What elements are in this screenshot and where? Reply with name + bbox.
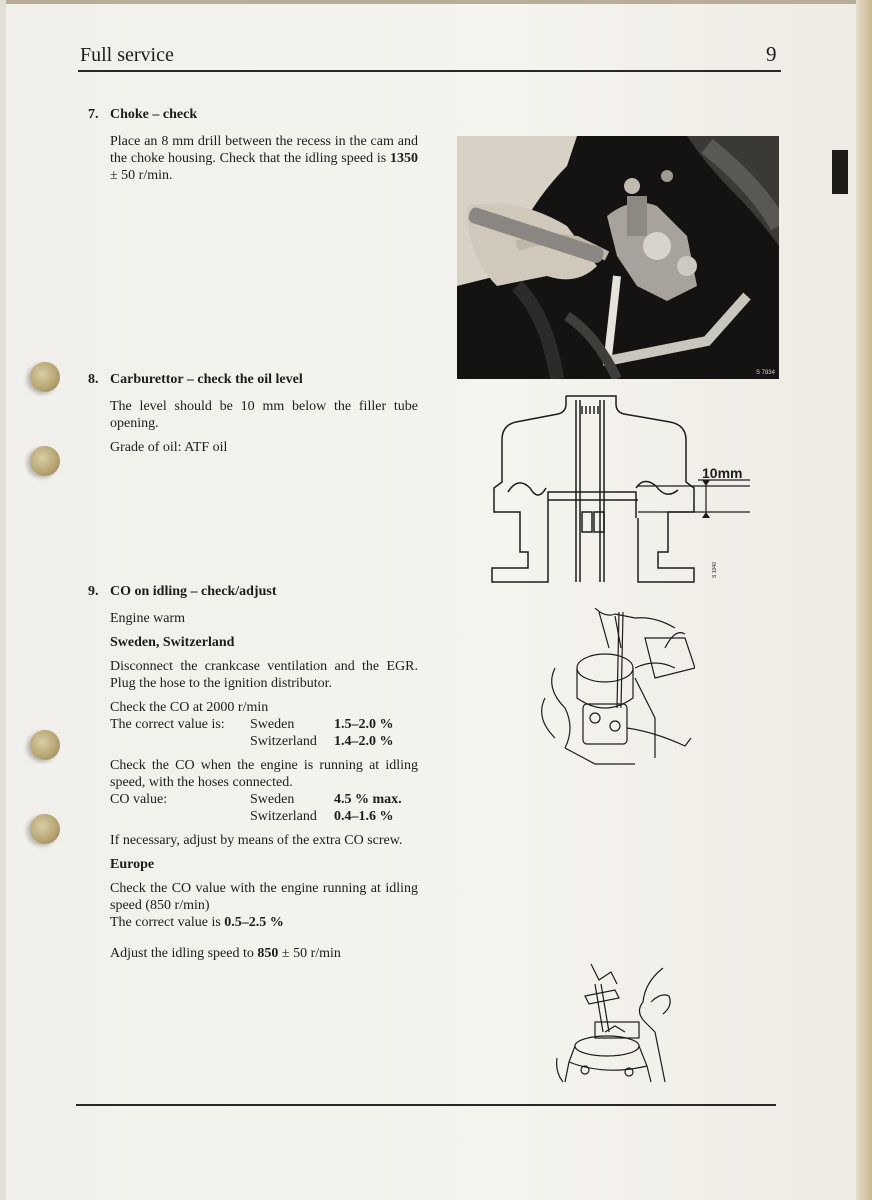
section-number: 9.: [88, 584, 99, 599]
section-title: CO on idling – check/adjust: [110, 584, 277, 599]
europe-check-text: Check the CO value with the engine running at idling speed (850 r/min): [110, 881, 418, 913]
binder-hole: [30, 446, 60, 476]
country-switzerland: Switzerland: [250, 734, 317, 749]
binder-hole: [30, 730, 60, 760]
choke-photo-illustration: [457, 136, 779, 379]
check-idle-text: Check the CO when the engine is running at idling speed, with the hoses connected.: [110, 758, 418, 790]
section-number: 8.: [88, 372, 99, 387]
binder-hole: [30, 814, 60, 844]
adjust-idle-tolerance: ± 50 r/min: [278, 946, 341, 961]
photo-reference-code: S 7834: [755, 370, 775, 376]
oil-level-diagram: [488, 392, 758, 584]
co-adjust-drawing-2-svg: [555, 962, 675, 1086]
correct-value-label: The correct value is:: [110, 717, 225, 732]
section-choke-check: [88, 106, 418, 191]
adjust-idle-text: [110, 945, 418, 962]
subhead-europe: Europe: [110, 857, 155, 872]
oil-grade-text: Grade of oil: ATF oil: [110, 440, 228, 455]
page-header-title: Full service: [80, 44, 174, 66]
section-heading: [88, 583, 418, 600]
value-switzerland-2000: 1.4–2.0 %: [334, 734, 394, 749]
value-row: [110, 791, 418, 808]
subhead-sweden-switzerland: Sweden, Switzerland: [110, 635, 235, 650]
disconnect-text: Disconnect the crankcase ventilation and the EGR. Plug the hose to the ignition distributor.: [110, 659, 418, 691]
country-sweden: Sweden: [250, 717, 295, 732]
page-number: 9: [766, 42, 777, 66]
adjust-extra-screw-text: If necessary, adjust by means of the extra CO screw.: [110, 833, 403, 848]
section-co-idling: [88, 583, 418, 969]
choke-photo: [457, 136, 779, 379]
section-title: Choke – check: [110, 107, 198, 122]
page-top-edge: [0, 0, 872, 4]
adjust-idle-value: 850: [257, 946, 279, 961]
section-number: 7.: [88, 107, 99, 122]
header-rule: [78, 70, 781, 72]
choke-text-c: ± 50 r/min.: [110, 168, 173, 183]
dimension-label: 10mm: [702, 465, 743, 481]
engine-warm-text: Engine warm: [110, 611, 186, 626]
oil-level-text: The level should be 10 mm below the filler tube opening.: [110, 399, 418, 431]
europe-correct-label: The correct value is: [110, 915, 225, 930]
value-row: [110, 733, 418, 750]
choke-text-a: Place an 8 mm drill between the recess in the cam and the choke housing. Check that the idling speed is: [110, 134, 418, 166]
co-adjust-drawing-2: [555, 962, 675, 1086]
co-adjust-drawing-1-svg: [535, 608, 695, 768]
choke-speed-value: 1350: [390, 151, 418, 166]
value-sweden-2000: 1.5–2.0 %: [334, 717, 394, 732]
section-carburettor-oil: [88, 371, 418, 463]
section-tab-marker: [832, 150, 848, 194]
value-row: [110, 716, 418, 733]
oil-level-diagram-svg: [488, 392, 758, 584]
diagram-reference-code: S 1040: [712, 562, 718, 578]
adjust-idle-label: Adjust the idling speed to: [110, 946, 258, 961]
co-adjust-drawing-1: [535, 608, 695, 768]
europe-correct-value: 0.5–2.5 %: [224, 915, 284, 930]
section-heading: [88, 106, 418, 123]
footer-rule: [76, 1104, 776, 1106]
choke-instructions: [110, 133, 418, 184]
co-value-label: CO value:: [110, 792, 168, 807]
page-left-edge: [0, 0, 6, 1200]
country-switzerland: Switzerland: [250, 809, 317, 824]
section-title: Carburettor – check the oil level: [110, 372, 303, 387]
value-row: [110, 808, 418, 825]
section-heading: [88, 371, 418, 388]
value-sweden-idle: 4.5 % max.: [334, 792, 402, 807]
country-sweden: Sweden: [250, 792, 295, 807]
page-right-edge: [856, 0, 872, 1200]
value-switzerland-idle: 0.4–1.6 %: [334, 809, 394, 824]
europe-correct-text: [110, 914, 418, 931]
binder-hole: [30, 362, 60, 392]
check-2000-text: Check the CO at 2000 r/min: [110, 700, 269, 715]
